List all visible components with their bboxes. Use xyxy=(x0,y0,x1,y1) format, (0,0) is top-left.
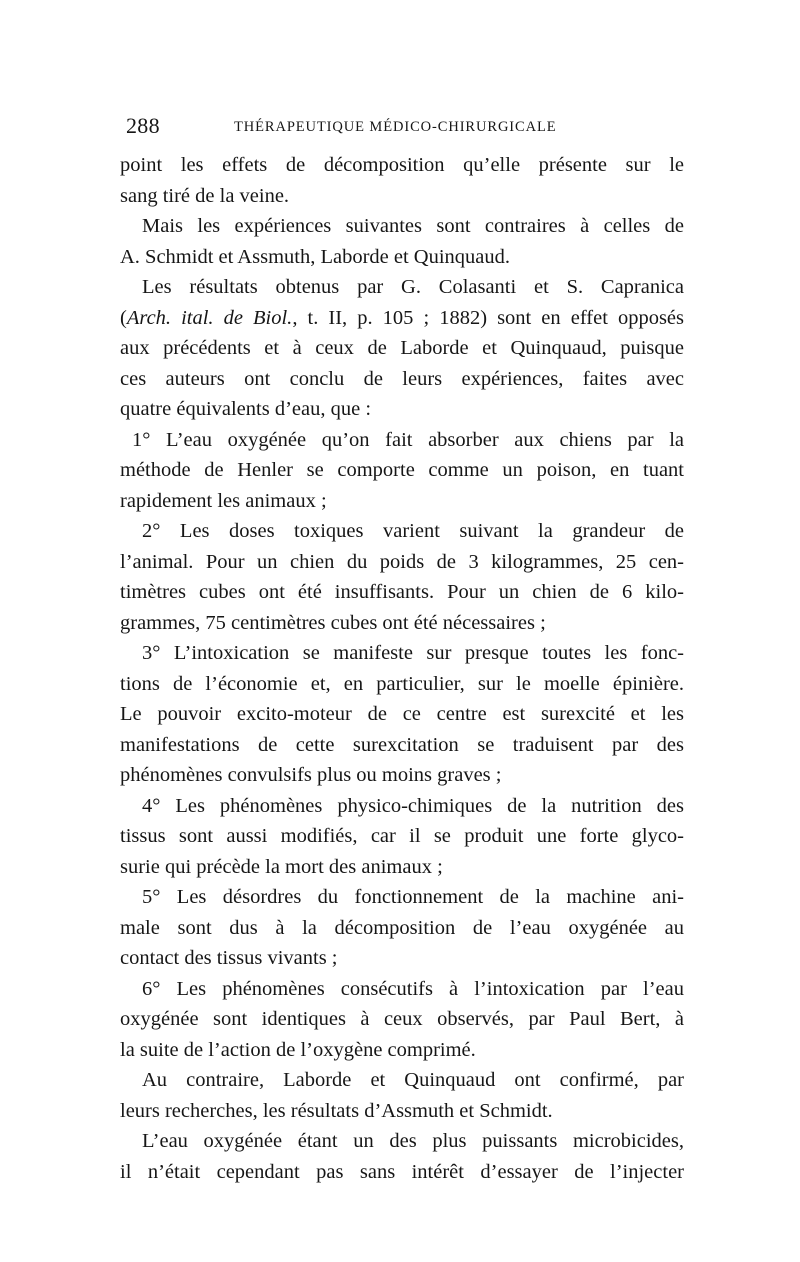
text-line: tissus sont aussi modifiés, car il se produit une forte glyco- xyxy=(120,825,684,847)
paragraph-start-line: Au contraire, Laborde et Quinquaud ont confirmé, par xyxy=(142,1069,684,1091)
text-line: rapidement les animaux ; xyxy=(120,489,327,512)
list-item-1-line: 1° L’eau oxygénée qu’on fait absorber aux chiens par la xyxy=(132,428,684,451)
text-line: tions de l’économie et, en particulier, sur le moelle épinière. xyxy=(120,672,684,695)
text-line: l’animal. Pour un chien du poids de 3 kilogrammes, 25 cen- xyxy=(120,550,684,573)
text-line: quatre équivalents d’eau, que : xyxy=(120,398,372,420)
text-line: A. Schmidt et Assmuth, Laborde et Quinquaud. xyxy=(120,245,511,268)
text-line: sang tiré de la veine. xyxy=(120,184,290,207)
text-line: méthode de Henler se comporte comme un poison, en tuant xyxy=(120,459,684,481)
text-line: oxygénée sont identiques à ceux observés, par Paul Bert, à xyxy=(120,1008,684,1030)
page-header xyxy=(126,112,682,142)
text-line: contact des tissus vivants ; xyxy=(120,947,338,969)
list-item-3-line: 3° L’intoxication se manifeste sur presque toutes les fonc- xyxy=(142,642,684,664)
list-item-2-line: 2° Les doses toxiques varient suivant la grandeur de xyxy=(142,520,684,542)
text-line: surie qui précède la mort des animaux ; xyxy=(120,855,443,878)
text-line: point les effets de décomposition qu’elle présente sur le xyxy=(120,154,684,176)
citation-details: , t. II, p. 105 ; 1882) sont en effet opposés xyxy=(292,306,685,329)
page-number: 288 xyxy=(126,113,160,138)
paragraph-start-line: L’eau oxygénée étant un des plus puissants microbicides, xyxy=(142,1130,684,1152)
text-line: grammes, 75 centimètres cubes ont été nécessaires ; xyxy=(120,611,546,634)
text-line: manifestations de cette surexcitation se traduisent par des xyxy=(120,733,684,756)
text-line: il n’était cependant pas sans intérêt d’essayer de l’injecter xyxy=(120,1160,684,1183)
body-text xyxy=(120,150,684,1187)
citation-open-paren: ( xyxy=(120,306,127,329)
paragraph-start-line: Les résultats obtenus par G. Colasanti et S. Capranica xyxy=(142,276,684,298)
citation-line xyxy=(120,303,684,334)
text-line: la suite de l’action de l’oxygène comprimé. xyxy=(120,1038,476,1061)
journal-title: Arch. ital. de Biol. xyxy=(126,306,293,329)
text-line: leurs recherches, les résultats d’Assmuth et Schmidt. xyxy=(120,1099,553,1122)
text-line: ces auteurs ont conclu de leurs expériences, faites avec xyxy=(120,367,684,390)
text-line: phénomènes convulsifs plus ou moins graves ; xyxy=(120,764,502,786)
paragraph-start-line: Mais les expériences suivantes sont contraires à celles de xyxy=(142,215,684,237)
text-line: timètres cubes ont été insuffisants. Pour un chien de 6 kilo- xyxy=(120,581,684,603)
list-item-6-line: 6° Les phénomènes consécutifs à l’intoxication par l’eau xyxy=(142,977,684,1000)
text-line: aux précédents et à ceux de Laborde et Quinquaud, puisque xyxy=(120,337,684,359)
text-line: male sont dus à la décomposition de l’eau oxygénée au xyxy=(120,916,684,939)
list-item-5-line: 5° Les désordres du fonctionnement de la machine ani- xyxy=(142,886,684,908)
text-line: Le pouvoir excito-moteur de ce centre est surexcité et les xyxy=(120,703,684,725)
running-head: THÉRAPEUTIQUE MÉDICO-CHIRURGICALE xyxy=(234,119,557,135)
list-item-4-line: 4° Les phénomènes physico-chimiques de la nutrition des xyxy=(142,794,684,817)
